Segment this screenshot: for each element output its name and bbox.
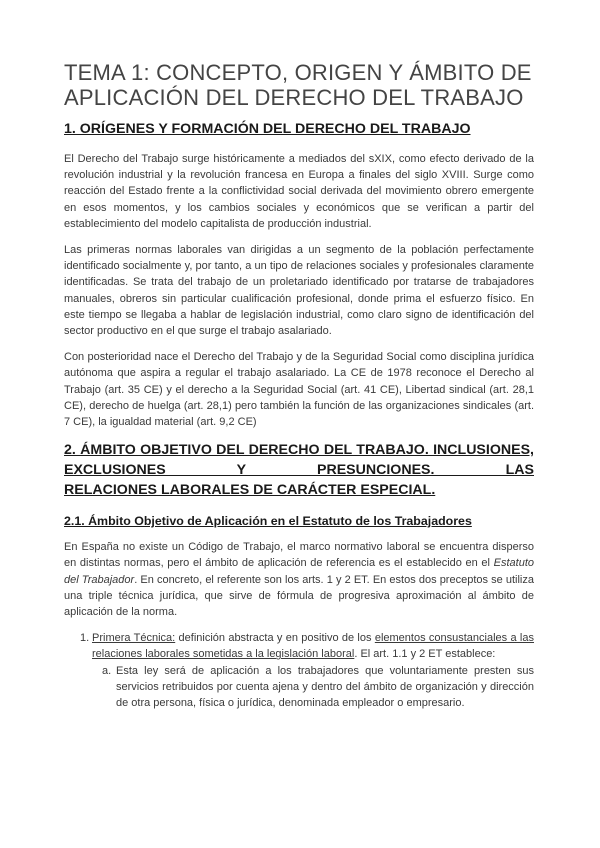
title-line-1: TEMA 1: CONCEPTO, ORIGEN Y ÁMBITO DE [64, 60, 532, 85]
techniques-list [64, 630, 534, 711]
list-marker: 1. [80, 632, 90, 645]
statute-name: Estatuto del Trabajador [64, 557, 534, 586]
page-title [64, 60, 534, 110]
subsection-2-1-heading: 2.1. Ámbito Objetivo de Aplicación en el Estatuto de los Trabajadores [64, 514, 472, 529]
document-page [64, 60, 534, 711]
section-1-paragraph-3: Con posterioridad nace el Derecho del Trabajo y de la Seguridad Social como disciplina jurídica autónoma que aspira a regular el trabajo asalariado. La CE de 1978 reconoce el Derecho al Trabajo (art. 35 CE) y el derecho a la Seguridad Social (art. 41 CE), Libertad sindical (art. 28,1 CE), derecho de huelga (art. 28,1) pero también la función de las organizaciones sindicales (art. 7 CE), la igualdad material (art. 9,2 CE) [64, 351, 534, 429]
list-item-1 [64, 630, 534, 711]
section-2-paragraph-1 [64, 539, 534, 620]
sub-list-marker: a. [102, 664, 112, 677]
technique-label: Primera Técnica: [92, 632, 176, 645]
sub-list-item-a [92, 663, 534, 712]
paragraph-text: . En concreto, el referente son los arts. 1 y 2 ET. En estos dos preceptos se utiliza una triple técnica jurídica, que sirve de fórmula de progresiva aproximación al ámbito de aplicación de la norma. [64, 573, 534, 619]
section-1-paragraph-1: El Derecho del Trabajo surge históricamente a mediados del sXIX, como efecto derivado de la revolución industrial y la revolución francesa en Europa a finales del siglo XVIII. Surge como reacción del Estado frente a la conflictividad social derivada del movimiento obrero emergente en esos momentos, y los cambios sociales y económicos que se verifican a partir del establecimiento del modelo capitalista de producción industrial. [64, 153, 534, 230]
list-item-text: definición abstracta y en positivo de los [175, 632, 375, 645]
list-item-text: . El art. 1.1 y 2 ET establece: [354, 648, 496, 661]
paragraph-text: En España no existe un Código de Trabajo, el marco normativo laboral se encuentra disperso en distintas normas, pero el ámbito de aplicación de referencia es el establecido en el [64, 541, 534, 570]
section-1-heading: 1. ORÍGENES Y FORMACIÓN DEL DERECHO DEL TRABAJO [64, 121, 471, 137]
underlined-text: elementos consustanciales a las relaciones laborales sometidas a la legislación laboral [92, 632, 534, 661]
sub-list-item-text: Esta ley será de aplicación a los trabajadores que voluntariamente presten sus servicios retribuidos por cuenta ajena y dentro del ámbito de organización y dirección de otra persona, física o jurídica, denominada empleador o empresario. [116, 664, 534, 710]
section-2-heading [64, 440, 534, 500]
title-line-2: APLICACIÓN DEL DERECHO DEL TRABAJO [64, 85, 524, 110]
sub-list [92, 663, 534, 712]
section-2-heading-part-1: 2. ÁMBITO OBJETIVO DEL DERECHO DEL TRABAJO. INCLUSIONES, EXCLUSIONES Y PRESUNCIONES. LAS [64, 442, 534, 479]
section-2-heading-part-2: RELACIONES LABORALES DE CARÁCTER ESPECIAL. [64, 482, 436, 499]
section-1-paragraph-2: Las primeras normas laborales van dirigidas a un segmento de la población perfectamente identificado socialmente y, por tanto, a un tipo de relaciones sociales y profesionales claramente identificadas. Se trata del trabajo de un proletariado identificado por tratarse de trabajadores manuales, obreros sin particular cualificación profesional, donde prima el esfuerzo físico. En este tiempo se llegaba a hablar de legislación industrial, como claro signo de identificación del sector productivo en el que surge el trabajo asalariado. [64, 244, 534, 338]
